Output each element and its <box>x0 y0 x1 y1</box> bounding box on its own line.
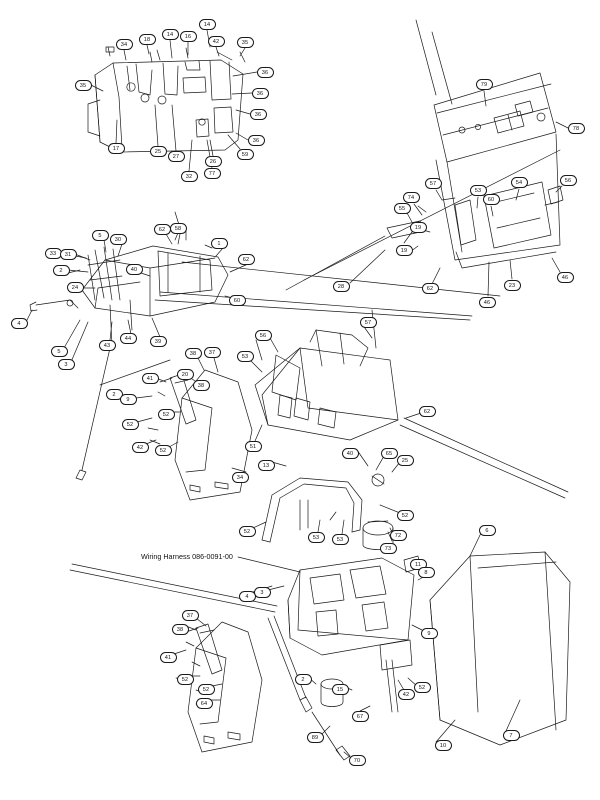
callout-bubble[interactable]: 56 <box>255 330 272 341</box>
callout-bubble[interactable]: 30 <box>110 234 127 245</box>
callout-bubble[interactable]: 52 <box>177 674 194 685</box>
callout-bubble[interactable]: 1 <box>211 238 228 249</box>
callout-bubble[interactable]: 60 <box>483 194 500 205</box>
wiring-harness-note: Wiring Harness 086-0091-00 <box>141 552 233 561</box>
callout-bubble[interactable]: 34 <box>232 472 249 483</box>
callout-bubble[interactable]: 62 <box>154 224 171 235</box>
callout-bubble[interactable]: 37 <box>204 347 221 358</box>
callout-bubble[interactable]: 36 <box>250 109 267 120</box>
callout-bubble[interactable]: 28 <box>333 281 350 292</box>
callout-bubble[interactable]: 57 <box>360 317 377 328</box>
callout-bubble[interactable]: 36 <box>252 88 269 99</box>
callout-bubble[interactable]: 41 <box>160 652 177 663</box>
callout-bubble[interactable]: 33 <box>45 248 62 259</box>
callout-bubble[interactable]: 70 <box>349 755 366 766</box>
callout-bubble[interactable]: 14 <box>199 19 216 30</box>
callout-bubble[interactable]: 6 <box>479 525 496 536</box>
callout-bubble[interactable]: 62 <box>422 283 439 294</box>
callout-bubble[interactable]: 9 <box>120 394 137 405</box>
callout-bubble[interactable]: 38 <box>185 348 202 359</box>
callout-bubble[interactable]: 60 <box>229 295 246 306</box>
callout-bubble[interactable]: 16 <box>180 31 197 42</box>
callout-bubble[interactable]: 18 <box>139 34 156 45</box>
callout-bubble[interactable]: 38 <box>193 380 210 391</box>
callout-bubble[interactable]: 35 <box>237 37 254 48</box>
callout-bubble[interactable]: 42 <box>132 442 149 453</box>
callout-bubble[interactable]: 25 <box>150 146 167 157</box>
callout-bubble[interactable]: 36 <box>257 67 274 78</box>
callout-bubble[interactable]: 46 <box>557 272 574 283</box>
callout-bubble[interactable]: 40 <box>126 264 143 275</box>
callout-bubble[interactable]: 64 <box>196 698 213 709</box>
callout-bubble[interactable]: 43 <box>99 340 116 351</box>
callout-bubble[interactable]: 79 <box>476 79 493 90</box>
callout-bubble[interactable]: 74 <box>403 192 420 203</box>
callout-bubble[interactable]: 53 <box>237 351 254 362</box>
callout-bubble[interactable]: 5 <box>51 346 68 357</box>
callout-bubble[interactable]: 25 <box>397 455 414 466</box>
callout-bubble[interactable]: 3 <box>58 359 75 370</box>
callout-bubble[interactable]: 32 <box>181 171 198 182</box>
callout-bubble[interactable]: 31 <box>60 249 77 260</box>
callout-bubble[interactable]: 77 <box>204 168 221 179</box>
callout-bubble[interactable]: 42 <box>398 689 415 700</box>
callout-bubble[interactable]: 52 <box>397 510 414 521</box>
callout-bubble[interactable]: 52 <box>158 409 175 420</box>
callout-bubble[interactable]: 9 <box>421 628 438 639</box>
callout-bubble[interactable]: 37 <box>182 610 199 621</box>
callout-bubble[interactable]: 89 <box>307 732 324 743</box>
callout-bubble[interactable]: 27 <box>168 151 185 162</box>
callout-bubble[interactable]: 46 <box>479 297 496 308</box>
callout-bubble[interactable]: 59 <box>237 149 254 160</box>
callout-bubble[interactable]: 52 <box>239 526 256 537</box>
callout-bubble[interactable]: 52 <box>414 682 431 693</box>
callout-bubble[interactable]: 38 <box>172 624 189 635</box>
callout-bubble[interactable]: 8 <box>418 567 435 578</box>
callout-bubble[interactable]: 20 <box>177 369 194 380</box>
callout-bubble[interactable]: 7 <box>503 730 520 741</box>
callout-bubble[interactable]: 55 <box>394 203 411 214</box>
callout-bubble[interactable]: 2 <box>106 389 123 400</box>
callout-bubble[interactable]: 35 <box>75 80 92 91</box>
callout-bubble[interactable]: 19 <box>396 245 413 256</box>
callout-bubble[interactable]: 53 <box>308 532 325 543</box>
callout-bubble[interactable]: 65 <box>381 448 398 459</box>
callout-bubble[interactable]: 51 <box>245 441 262 452</box>
callout-bubble[interactable]: 39 <box>150 336 167 347</box>
callout-bubble[interactable]: 36 <box>248 135 265 146</box>
callout-bubble[interactable]: 58 <box>170 223 187 234</box>
callout-bubble[interactable]: 67 <box>352 711 369 722</box>
callout-bubble[interactable]: 52 <box>155 445 172 456</box>
callout-bubble[interactable]: 34 <box>116 39 133 50</box>
callout-bubble[interactable]: 17 <box>108 143 125 154</box>
callout-bubble[interactable]: 10 <box>435 740 452 751</box>
callout-bubble[interactable]: 53 <box>332 534 349 545</box>
callout-bubble[interactable]: 23 <box>504 280 521 291</box>
callout-bubble[interactable]: 26 <box>205 156 222 167</box>
callout-bubble[interactable]: 52 <box>122 419 139 430</box>
callout-bubble[interactable]: 53 <box>470 185 487 196</box>
callout-bubble[interactable]: 14 <box>162 29 179 40</box>
callout-bubble[interactable]: 4 <box>11 318 28 329</box>
callout-bubble[interactable]: 11 <box>410 559 427 570</box>
callout-bubble[interactable]: 4 <box>239 591 256 602</box>
callout-bubble[interactable]: 41 <box>142 373 159 384</box>
callout-bubble[interactable]: 62 <box>419 406 436 417</box>
callout-bubble[interactable]: 19 <box>410 222 427 233</box>
callout-bubble[interactable]: 15 <box>332 684 349 695</box>
callout-bubble[interactable]: 2 <box>53 265 70 276</box>
callout-bubble[interactable]: 54 <box>511 177 528 188</box>
callout-bubble[interactable]: 72 <box>390 530 407 541</box>
callout-bubble[interactable]: 42 <box>208 36 225 47</box>
callout-bubble[interactable]: 24 <box>67 282 84 293</box>
callout-bubble[interactable]: 13 <box>258 460 275 471</box>
callout-bubble[interactable]: 52 <box>198 684 215 695</box>
callout-bubble[interactable]: 2 <box>295 674 312 685</box>
callout-bubble[interactable]: 57 <box>425 178 442 189</box>
callout-bubble[interactable]: 73 <box>380 543 397 554</box>
callout-bubble[interactable]: 62 <box>238 254 255 265</box>
callout-bubble[interactable]: 78 <box>568 123 585 134</box>
callout-bubble[interactable]: 5 <box>92 230 109 241</box>
callout-bubble[interactable]: 56 <box>560 175 577 186</box>
callout-bubble[interactable]: 44 <box>120 333 137 344</box>
callout-bubble[interactable]: 3 <box>254 587 271 598</box>
callout-bubble[interactable]: 40 <box>342 448 359 459</box>
